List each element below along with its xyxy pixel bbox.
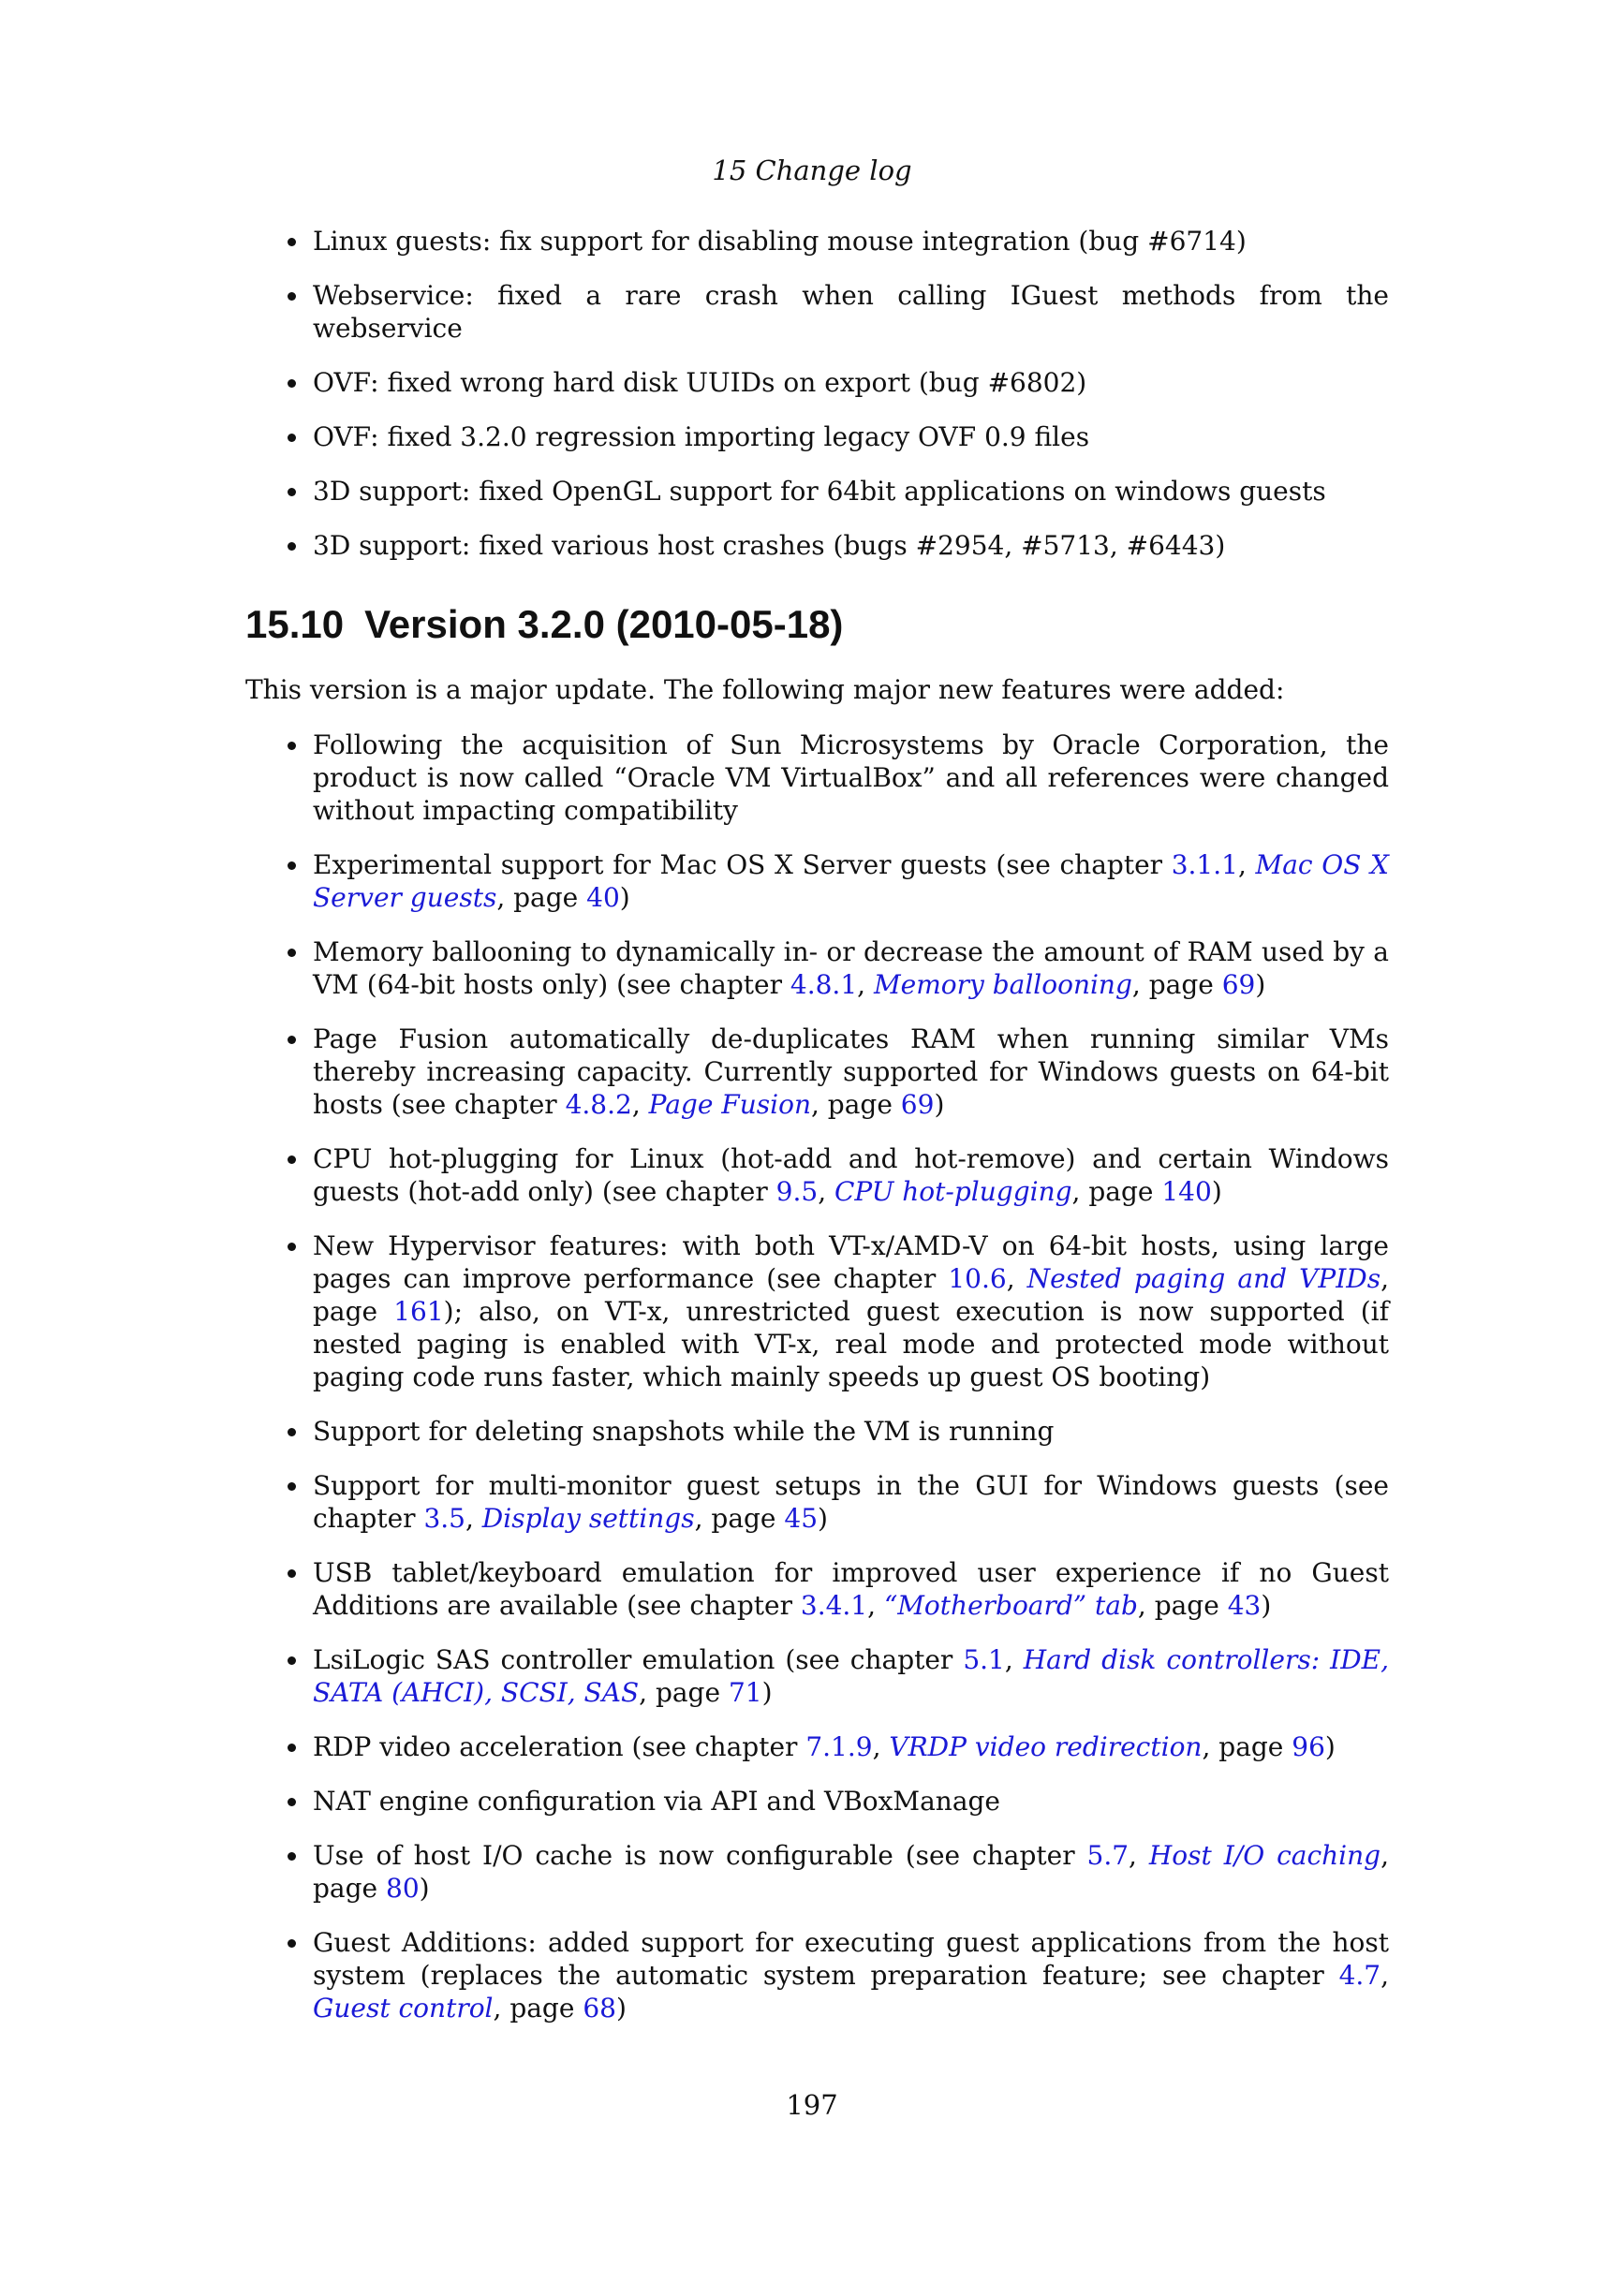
section-number: 15.10 (245, 602, 345, 646)
list-item-text: , (631, 1089, 649, 1120)
list-item-text: NAT engine configuration via API and VBoxManage (313, 1786, 1001, 1817)
list-item-text: ) (615, 1993, 627, 2024)
list-item-text: ) (419, 1873, 430, 1904)
list-item-text: , page (810, 1089, 901, 1120)
list-item: OVF: fixed wrong hard disk UUIDs on export (bug #6802) (245, 366, 1389, 399)
list-item-text: , (1004, 1644, 1024, 1675)
cross-reference-link[interactable]: 3.4.1 (800, 1590, 868, 1621)
list-item-text: ) (1211, 1176, 1222, 1207)
cross-reference-title-link[interactable]: VRDP video redirection (889, 1731, 1203, 1762)
list-item-text: ) (619, 882, 630, 913)
list-item-text: , page (1137, 1590, 1228, 1621)
cross-reference-link[interactable]: 69 (900, 1089, 935, 1120)
list-item-text: , (867, 1590, 884, 1621)
list-item-text: , page (1131, 969, 1222, 1000)
list-item-text: RDP video acceleration (see chapter (313, 1731, 806, 1762)
cross-reference-link[interactable]: 10.6 (948, 1263, 1007, 1294)
cross-reference-link[interactable]: 71 (728, 1677, 762, 1708)
list-item-text: ) (1261, 1590, 1272, 1621)
running-head: 15 Change log (712, 155, 912, 186)
cross-reference-link[interactable]: 9.5 (775, 1176, 819, 1207)
cross-reference-title-link[interactable]: “Motherboard” tab (883, 1590, 1138, 1621)
list-item (245, 1469, 1389, 1535)
list-item-text: ); also, on VT-x, unrestricted guest execution is now supported (if nested paging is enabled with VT-x, real mode and protected mode without paging code runs faster, which mainly speeds up guest OS booting) (313, 1296, 1389, 1392)
list-item-text: LsiLogic SAS controller emulation (see chapter (313, 1644, 964, 1675)
list-item-text: , page (694, 1503, 785, 1534)
list-item-text: Use of host I/O cache is now configurable (see chapter (313, 1840, 1087, 1871)
list-item-text: USB tablet/keyboard emulation for improved user experience if no Guest Additions are available (see chapter (313, 1557, 1389, 1621)
list-item-text: , (465, 1503, 482, 1534)
list-item (245, 1839, 1389, 1905)
cross-reference-link[interactable]: 68 (583, 1993, 616, 2024)
list-item-text: , (857, 969, 874, 1000)
section-intro: This version is a major update. The following major new features were added: (245, 674, 1285, 705)
list-item-text: CPU hot-plugging for Linux (hot-add and hot-remove) and certain Windows guests (hot-add only) (see chapter (313, 1143, 1389, 1207)
feature-list (245, 729, 1389, 2024)
page-number: 197 (786, 2089, 838, 2121)
list-item (245, 1415, 1389, 1448)
list-item (245, 1730, 1389, 1763)
page-content (245, 225, 1389, 2046)
list-item-text: Memory ballooning to dynamically in- or decrease the amount of RAM used by a VM (64-bit hosts only) (see chapter (313, 936, 1389, 1000)
list-item-text: , page (493, 1993, 583, 2024)
cross-reference-title-link[interactable]: Host I/O caching (1148, 1840, 1381, 1871)
section-heading (245, 601, 1389, 648)
cross-reference-link[interactable]: 4.8.2 (565, 1089, 632, 1120)
list-item-text: , (1380, 1960, 1389, 1991)
list-item: 3D support: fixed various host crashes (bugs #2954, #5713, #6443) (245, 529, 1389, 562)
list-item (245, 1229, 1389, 1393)
cross-reference-title-link[interactable]: Memory ballooning (873, 969, 1132, 1000)
list-item (245, 1926, 1389, 2024)
list-item-text: ) (1255, 969, 1266, 1000)
list-item-text: , (1006, 1263, 1027, 1294)
cross-reference-link[interactable]: 5.1 (963, 1644, 1005, 1675)
list-item (245, 1785, 1389, 1818)
list-item-text: , page (313, 1263, 1389, 1327)
cross-reference-title-link[interactable]: Display settings (481, 1503, 695, 1534)
cross-reference-link[interactable]: 140 (1161, 1176, 1212, 1207)
cross-reference-link[interactable]: 7.1.9 (805, 1731, 873, 1762)
cross-reference-link[interactable]: 4.7 (1338, 1960, 1381, 1991)
cross-reference-link[interactable]: 45 (784, 1503, 819, 1534)
cross-reference-link[interactable]: 5.7 (1086, 1840, 1129, 1871)
cross-reference-link[interactable]: 3.5 (423, 1503, 465, 1534)
cross-reference-link[interactable]: 3.1.1 (1171, 849, 1238, 880)
list-item-text: Following the acquisition of Sun Microsystems by Oracle Corporation, the product is now called “Oracle VM VirtualBox” and all references were changed without impacting compatibility (313, 729, 1389, 826)
cross-reference-title-link[interactable]: Page Fusion (648, 1089, 811, 1120)
list-item-text: Support for deleting snapshots while the VM is running (313, 1416, 1055, 1447)
list-item (245, 935, 1389, 1001)
cross-reference-title-link[interactable]: Guest control (313, 1993, 494, 2024)
list-item (245, 1643, 1389, 1709)
list-item-text: , page (1071, 1176, 1162, 1207)
cross-reference-link[interactable]: 69 (1221, 969, 1256, 1000)
list-item-text: Page Fusion automatically de-duplicates RAM when running similar VMs thereby increasing capacity. Currently supported for Windows guests on 64-bit hosts (see chapter (313, 1023, 1389, 1120)
list-item-text: , (1237, 849, 1256, 880)
list-item: 3D support: fixed OpenGL support for 64bit applications on windows guests (245, 475, 1389, 508)
list-item (245, 848, 1389, 914)
list-item (245, 1142, 1389, 1208)
cross-reference-title-link[interactable]: CPU hot-plugging (834, 1176, 1072, 1207)
list-item-text: , page (1202, 1731, 1292, 1762)
list-item-text: , page (313, 1840, 1389, 1904)
list-item-text: , page (639, 1677, 729, 1708)
list-item-text: , (872, 1731, 890, 1762)
list-item-text: New Hypervisor features: with both VT-x/AMD-V on 64-bit hosts, using large pages can improve performance (see chapter (313, 1230, 1389, 1294)
list-item-text: ) (934, 1089, 945, 1120)
previous-section-list (245, 225, 1389, 562)
cross-reference-title-link[interactable]: Hard disk controllers: IDE, SATA (AHCI), SCSI, SAS (313, 1644, 1389, 1708)
list-item-text: Experimental support for Mac OS X Server guests (see chapter (313, 849, 1172, 880)
list-item-text: ) (761, 1677, 773, 1708)
cross-reference-link[interactable]: 80 (386, 1873, 420, 1904)
cross-reference-title-link[interactable]: Mac OS X Server guests (313, 849, 1389, 913)
list-item: OVF: fixed 3.2.0 regression importing legacy OVF 0.9 files (245, 420, 1389, 453)
list-item (245, 1556, 1389, 1622)
cross-reference-link[interactable]: 4.8.1 (790, 969, 858, 1000)
list-item-text: ) (1324, 1731, 1336, 1762)
cross-reference-link[interactable]: 161 (393, 1296, 444, 1327)
list-item-text: Support for multi-monitor guest setups in the GUI for Windows guests (see chapter (313, 1470, 1389, 1534)
list-item: Linux guests: fix support for disabling mouse integration (bug #6714) (245, 225, 1389, 258)
cross-reference-link[interactable]: 43 (1227, 1590, 1262, 1621)
cross-reference-link[interactable]: 40 (586, 882, 620, 913)
list-item: Webservice: fixed a rare crash when calling IGuest methods from the webservice (245, 279, 1389, 345)
list-item-text: , (1129, 1840, 1149, 1871)
list-item-text: Guest Additions: added support for executing guest applications from the host system (replaces the automatic system preparation feature; see chapter (313, 1927, 1389, 1991)
list-item-text: ) (818, 1503, 828, 1534)
list-item-text: , page (496, 882, 587, 913)
list-item-text: , (818, 1176, 834, 1207)
cross-reference-title-link[interactable]: Nested paging and VPIDs (1026, 1263, 1381, 1294)
list-item (245, 1023, 1389, 1121)
cross-reference-link[interactable]: 96 (1292, 1731, 1325, 1762)
list-item (245, 729, 1389, 827)
section-title: Version 3.2.0 (2010-05-18) (364, 602, 844, 646)
